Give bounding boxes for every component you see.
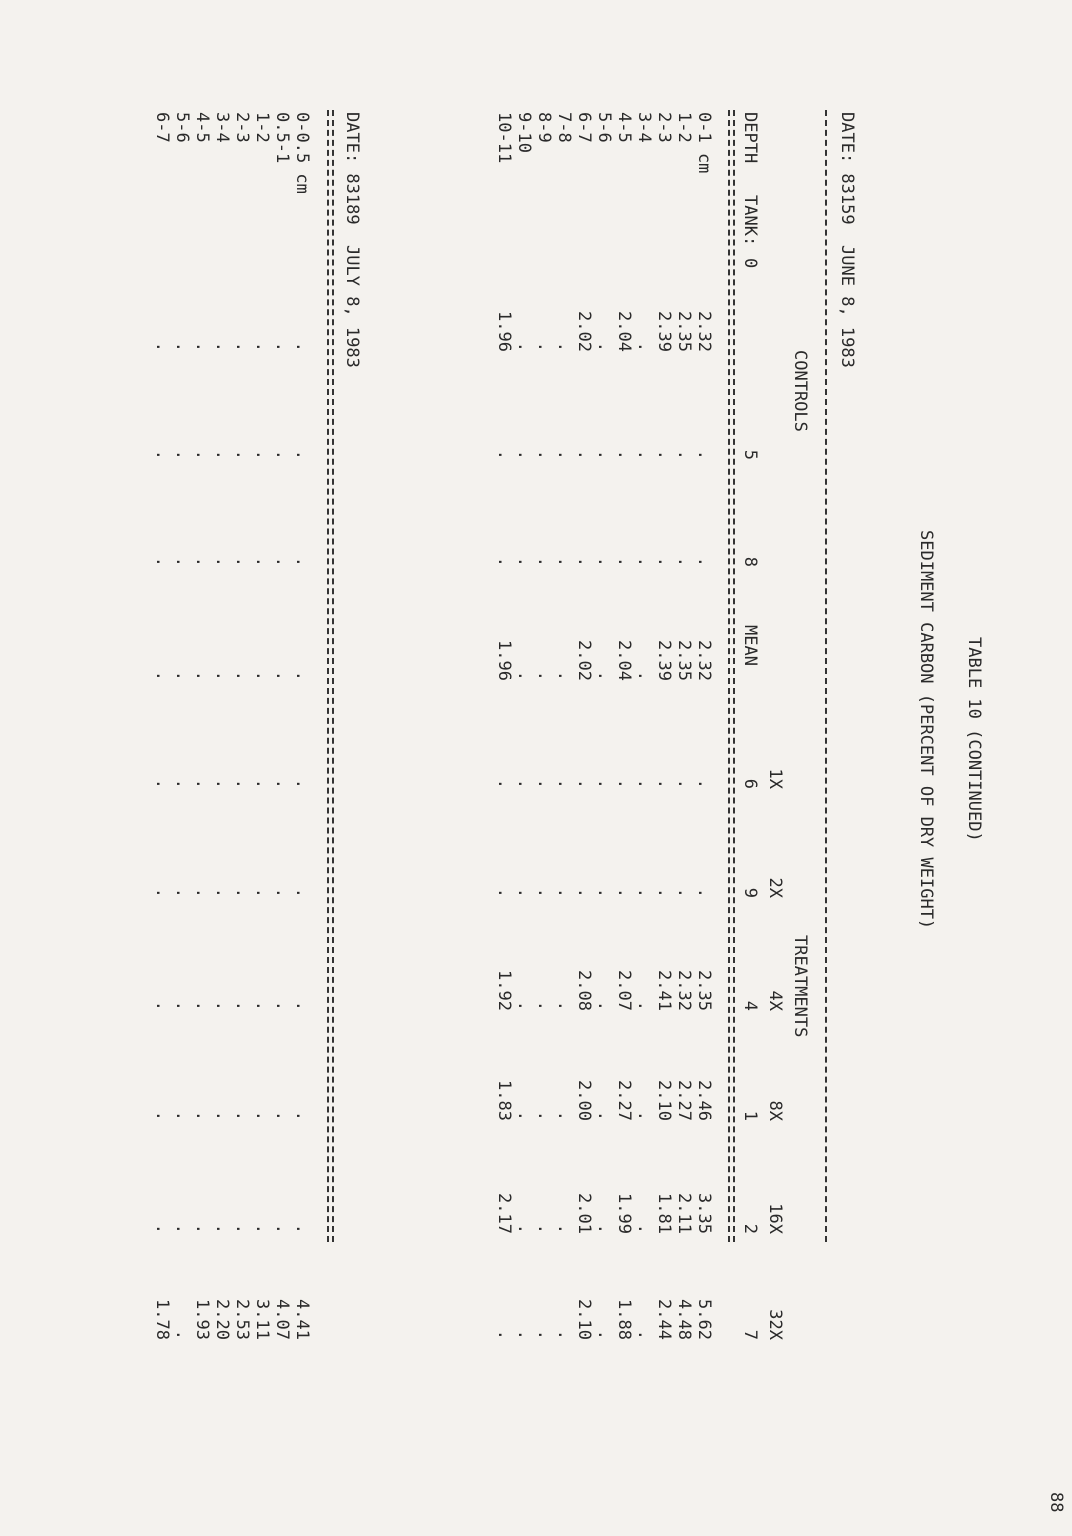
table-cell: . [212,556,232,567]
divider [327,110,329,1242]
table-cell: . [272,341,292,352]
depth-cell: 7-8 [554,112,574,143]
table-cell: . [494,887,514,898]
table-cell: . [232,670,252,681]
table-cell: 2.35 [694,970,714,1011]
table-cell: . [252,341,272,352]
table-cell: . [634,1000,654,1011]
table-cell: 2.27 [674,1080,694,1121]
table-cell: . [192,778,212,789]
table-cell: 1.92 [494,970,514,1011]
table-cell: 2.08 [574,970,594,1011]
table-cell: . [534,449,554,460]
table-cell: . [212,1223,232,1234]
table-cell: . [192,887,212,898]
depth-cell: 6-7 [152,112,172,143]
table-cell: . [192,1223,212,1234]
table-cell: 5.62 [694,1299,714,1340]
treatment-level-header: 4X [765,990,785,1011]
table-cell: . [152,778,172,789]
table-cell: . [272,449,292,460]
table-cell: . [172,449,192,460]
table-cell: . [172,778,192,789]
table-cell: . [634,1110,654,1121]
table-cell: 2.53 [232,1299,252,1340]
table-cell: . [614,556,634,567]
table-cell: . [654,778,674,789]
table-cell: 2.04 [614,311,634,352]
table-cell: . [152,449,172,460]
depth-cell: 10-11 [494,112,514,164]
table-cell: . [654,449,674,460]
table-cell: . [272,1223,292,1234]
table-cell: . [634,670,654,681]
tank-number-header: 7 [740,1329,760,1340]
depth-cell: 1-2 [674,112,694,143]
depth-cell: 2-3 [232,112,252,143]
table-cell: . [534,887,554,898]
table-cell: . [594,887,614,898]
page-number: 88 [1046,1492,1066,1513]
divider [733,110,735,1242]
table-cell: . [152,1000,172,1011]
table-cell: . [514,449,534,460]
table-subtitle: SEDIMENT CARBON (PERCENT OF DRY WEIGHT) [916,530,936,930]
table-cell: . [554,1329,574,1340]
table-cell: . [172,1223,192,1234]
table-cell: . [152,556,172,567]
table-cell: . [674,556,694,567]
tank-number-header: 9 [740,887,760,898]
table-cell: . [674,449,694,460]
tank-number-header: 5 [740,449,760,460]
depth-cell: 0.5-1 [272,112,292,164]
table-cell: . [292,341,312,352]
table-cell: . [614,449,634,460]
table-cell: . [534,670,554,681]
table-cell: . [272,670,292,681]
table-cell: . [252,1000,272,1011]
table-cell: . [554,341,574,352]
table-cell: 2.32 [694,311,714,352]
table-cell: . [634,556,654,567]
table-cell: . [594,1000,614,1011]
table-cell: . [534,1223,554,1234]
table-cell: 4.07 [272,1299,292,1340]
table-cell: . [172,341,192,352]
table-cell: . [212,887,232,898]
table-cell: 2.01 [574,1193,594,1234]
table-cell: 2.10 [654,1080,674,1121]
table-cell: . [554,1223,574,1234]
table-cell: . [654,887,674,898]
table-cell: 1.83 [494,1080,514,1121]
table-cell: . [292,1223,312,1234]
table-cell: . [574,556,594,567]
table-cell: 2.46 [694,1080,714,1121]
table-cell: . [152,1223,172,1234]
table-cell: . [514,1329,534,1340]
table-cell: . [192,670,212,681]
table-cell: . [694,887,714,898]
table-cell: . [614,887,634,898]
table-cell: . [172,670,192,681]
tank-number-header: 1 [740,1110,760,1121]
depth-cell: 6-7 [574,112,594,143]
table-cell: 1.81 [654,1193,674,1234]
table-cell: 2.00 [574,1080,594,1121]
table-cell: . [534,1110,554,1121]
table-cell: 2.02 [574,311,594,352]
table-cell: . [272,1110,292,1121]
table-cell: . [272,887,292,898]
table-cell: . [192,1000,212,1011]
table-cell: 3.35 [694,1193,714,1234]
table-cell: . [252,670,272,681]
table-cell: 1.78 [152,1299,172,1340]
table-cell: 2.41 [654,970,674,1011]
table-cell: 2.07 [614,970,634,1011]
table-cell: . [232,449,252,460]
table-cell: . [554,887,574,898]
table-cell: . [152,1110,172,1121]
depth-cell: 9-10 [514,112,534,153]
table-cell: . [232,341,252,352]
depth-cell: 0-0.5 cm [292,112,312,194]
table-cell: . [534,1000,554,1011]
table-cell: . [292,670,312,681]
treatments-header: TREATMENTS [790,935,810,1038]
mean-header: MEAN [740,625,760,666]
table-cell: 2.35 [674,311,694,352]
table-cell: . [232,1000,252,1011]
tank-number-header: 4 [740,1000,760,1011]
table-cell: . [514,556,534,567]
table-cell: . [272,1000,292,1011]
table-cell: . [252,1223,272,1234]
table-cell: . [674,887,694,898]
table-cell: . [514,1223,534,1234]
table-cell: . [192,1110,212,1121]
table-cell: . [292,1110,312,1121]
controls-header: CONTROLS [790,350,810,432]
table-cell: . [172,556,192,567]
table-cell: . [252,449,272,460]
depth-cell: 2-3 [654,112,674,143]
table-cell: . [292,778,312,789]
depth-cell: 5-6 [594,112,614,143]
depth-cell: 4-5 [614,112,634,143]
table-cell: . [634,449,654,460]
table-cell: . [494,449,514,460]
divider [825,110,827,1242]
table-cell: . [252,887,272,898]
table-cell: 1.88 [614,1299,634,1340]
table-cell: . [292,556,312,567]
table-cell: 2.27 [614,1080,634,1121]
table-cell: . [252,778,272,789]
table-cell: . [534,1329,554,1340]
table-cell: . [232,778,252,789]
table-cell: . [292,1000,312,1011]
table-cell: . [594,341,614,352]
table-cell: . [172,1329,192,1340]
table-cell: . [514,1110,534,1121]
table-cell: . [634,1223,654,1234]
depth-cell: 1-2 [252,112,272,143]
table-cell: . [674,778,694,789]
table-cell: 2.44 [654,1299,674,1340]
table-cell: . [232,887,252,898]
table-cell: . [534,556,554,567]
treatment-level-header: 32X [765,1309,785,1340]
table-cell: . [654,556,674,567]
table-cell: 1.93 [192,1299,212,1340]
table-cell: . [232,1110,252,1121]
table-cell: . [232,1223,252,1234]
table-cell: . [152,341,172,352]
table-cell: . [594,1329,614,1340]
table-cell: 2.32 [674,970,694,1011]
table-cell: . [534,778,554,789]
table-cell: . [152,887,172,898]
table-cell: . [594,670,614,681]
table-cell: 2.39 [654,640,674,681]
table-cell: . [594,449,614,460]
table-cell: . [192,449,212,460]
tank-number-header: 2 [740,1223,760,1234]
table-cell: 2.04 [614,640,634,681]
tank-number-header: 8 [740,556,760,567]
table-cell: . [212,341,232,352]
table-cell: 2.17 [494,1193,514,1234]
table-cell: . [172,887,192,898]
table-cell: . [574,887,594,898]
table-cell: . [634,341,654,352]
table-cell: 2.20 [212,1299,232,1340]
table-cell: . [554,449,574,460]
table-cell: . [554,1000,574,1011]
depth-cell: 8-9 [534,112,554,143]
table-cell: . [292,449,312,460]
tank-label: TANK: [740,195,760,247]
table-cell: . [252,556,272,567]
treatment-level-header: 1X [765,768,785,789]
table-cell: . [212,670,232,681]
table-cell: 1.96 [494,640,514,681]
table-cell: . [252,1110,272,1121]
table-title: TABLE 10 (CONTINUED) [964,637,984,842]
table-cell: . [152,670,172,681]
table-cell: . [594,556,614,567]
table-cell: . [292,887,312,898]
table-cell: . [554,778,574,789]
tank-number-header: 6 [740,778,760,789]
table-cell: . [494,556,514,567]
divider [728,110,730,1242]
table-cell: 2.10 [574,1299,594,1340]
table-cell: . [514,778,534,789]
table-cell: . [594,1223,614,1234]
table-cell: 2.35 [674,640,694,681]
section-date: DATE: 83189 JULY 8, 1983 [342,112,362,368]
depth-cell: 0-1 cm [694,112,714,174]
table-cell: . [634,1329,654,1340]
treatment-level-header: 8X [765,1100,785,1121]
depth-cell: 4-5 [192,112,212,143]
treatment-level-header: 16X [765,1203,785,1234]
table-cell: . [514,887,534,898]
tank-number-header: 0 [740,258,760,269]
table-cell: . [192,556,212,567]
table-cell: . [514,1000,534,1011]
table-cell: . [694,449,714,460]
table-cell: 4.48 [674,1299,694,1340]
table-cell: . [232,556,252,567]
depth-cell: 3-4 [634,112,654,143]
table-cell: 2.11 [674,1193,694,1234]
table-cell: . [694,556,714,567]
section-date: DATE: 83159 JUNE 8, 1983 [837,112,857,368]
table-cell: 2.02 [574,640,594,681]
table-cell: . [634,778,654,789]
table-cell: 3.11 [252,1299,272,1340]
table-cell: . [594,778,614,789]
depth-cell: 3-4 [212,112,232,143]
depth-cell: 5-6 [172,112,192,143]
table-cell: . [554,1110,574,1121]
divider [332,110,334,1242]
table-cell: . [614,778,634,789]
table-cell: 4.41 [292,1299,312,1340]
table-cell: . [212,1000,232,1011]
table-cell: 2.39 [654,311,674,352]
table-cell: . [594,1110,614,1121]
table-cell: . [574,449,594,460]
table-cell: . [172,1000,192,1011]
table-cell: . [634,887,654,898]
table-cell: . [534,341,554,352]
table-cell: . [554,670,574,681]
table-cell: 1.96 [494,311,514,352]
table-cell: . [172,1110,192,1121]
table-cell: . [494,1329,514,1340]
table-cell: . [514,670,534,681]
table-cell: . [694,778,714,789]
table-cell: . [212,449,232,460]
table-cell: . [212,778,232,789]
depth-header: DEPTH [740,112,760,164]
table-cell: 1.99 [614,1193,634,1234]
table-cell: . [574,778,594,789]
treatment-level-header: 2X [765,877,785,898]
table-cell: . [272,556,292,567]
table-cell: . [272,778,292,789]
table-cell: . [494,778,514,789]
table-cell: 2.32 [694,640,714,681]
table-cell: . [514,341,534,352]
table-cell: . [554,556,574,567]
table-cell: . [192,341,212,352]
table-cell: . [212,1110,232,1121]
